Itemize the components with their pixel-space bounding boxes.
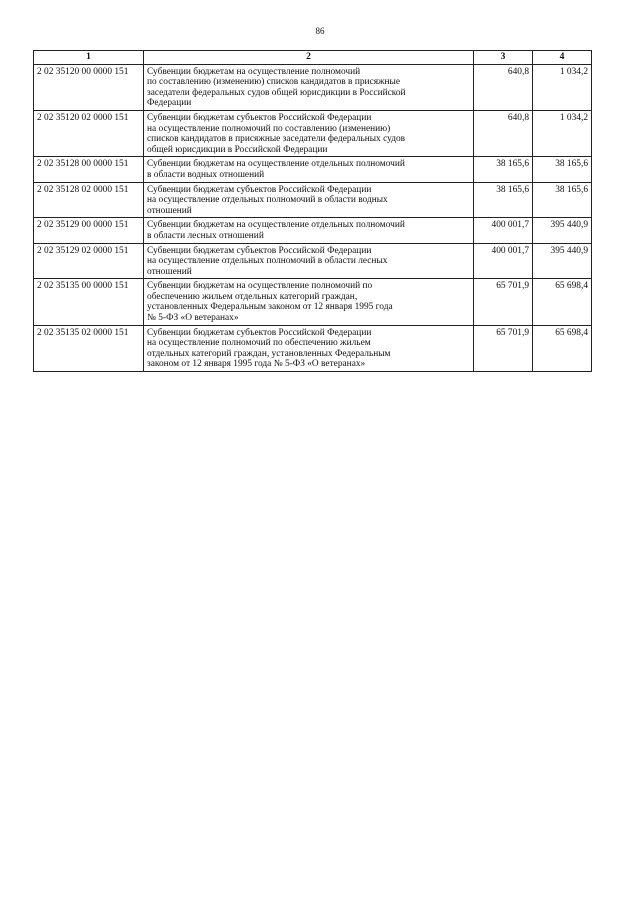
- description-line: общей юрисдикции в Российской Федерации: [147, 144, 328, 155]
- description-line: Субвенции бюджетам субъектов Российской Федерации: [147, 184, 372, 195]
- row-value-col3: 400 001,7: [474, 243, 533, 279]
- table-row: [34, 64, 592, 110]
- description-line: заседатели федеральных судов общей юрисдикции в Российской: [147, 87, 406, 98]
- row-description: [144, 110, 474, 156]
- row-description: [144, 218, 474, 243]
- table-row: [34, 279, 592, 325]
- row-value-col3: 38 165,6: [474, 157, 533, 182]
- table-row: [34, 110, 592, 156]
- row-value-col3: 640,8: [474, 64, 533, 110]
- description-line: на осуществление отдельных полномочий в области лесных: [147, 256, 388, 267]
- row-code: 2 02 35128 00 0000 151: [34, 157, 144, 182]
- row-value-col4: 65 698,4: [533, 279, 592, 325]
- row-value-col3: 65 701,9: [474, 279, 533, 325]
- description-line: Субвенции бюджетам субъектов Российской Федерации: [147, 245, 372, 256]
- description-line: отношений: [147, 205, 192, 216]
- row-description: [144, 64, 474, 110]
- row-value-col3: 640,8: [474, 110, 533, 156]
- description-line: обеспечению жильем отдельных категорий граждан,: [147, 291, 358, 302]
- column-header-2: 2: [144, 51, 474, 65]
- row-value-col3: 38 165,6: [474, 182, 533, 218]
- description-line: Субвенции бюджетам субъектов Российской Федерации: [147, 112, 372, 123]
- table-row: [34, 182, 592, 218]
- row-code: 2 02 35120 00 0000 151: [34, 64, 144, 110]
- row-code: 2 02 35128 02 0000 151: [34, 182, 144, 218]
- header-row: [34, 51, 592, 65]
- table-row: [34, 325, 592, 371]
- description-line: по составлению (изменению) списков кандидатов в присяжные: [147, 77, 400, 88]
- description-line: отношений: [147, 266, 192, 277]
- page-number: 86: [315, 26, 325, 36]
- row-description: [144, 182, 474, 218]
- row-description: [144, 279, 474, 325]
- table-body: [34, 64, 592, 371]
- row-code: 2 02 35135 02 0000 151: [34, 325, 144, 371]
- row-code: 2 02 35135 00 0000 151: [34, 279, 144, 325]
- row-description: [144, 157, 474, 182]
- row-code: 2 02 35129 02 0000 151: [34, 243, 144, 279]
- row-value-col4: 395 440,9: [533, 243, 592, 279]
- row-value-col4: 395 440,9: [533, 218, 592, 243]
- description-line: Федерации: [147, 98, 192, 109]
- description-line: № 5-ФЗ «О ветеранах»: [147, 313, 239, 324]
- row-value-col4: 38 165,6: [533, 157, 592, 182]
- description-line: законом от 12 января 1995 года № 5-ФЗ «О ветеранах»: [147, 359, 366, 370]
- row-value-col4: 65 698,4: [533, 325, 592, 371]
- description-line: в области лесных отношений: [147, 230, 264, 241]
- description-line: на осуществление полномочий по обеспечению жильем: [147, 338, 371, 349]
- description-line: Субвенции бюджетам субъектов Российской Федерации: [147, 327, 372, 338]
- column-header-3: 3: [474, 51, 533, 65]
- column-header-4: 4: [533, 51, 592, 65]
- table-row: [34, 243, 592, 279]
- table-row: [34, 157, 592, 182]
- description-line: списков кандидатов в присяжные заседатели федеральных судов: [147, 134, 406, 145]
- description-line: отдельных категорий граждан, установленных Федеральным: [147, 348, 391, 359]
- row-value-col4: 38 165,6: [533, 182, 592, 218]
- row-value-col3: 65 701,9: [474, 325, 533, 371]
- row-code: 2 02 35120 02 0000 151: [34, 110, 144, 156]
- description-line: на осуществление отдельных полномочий в области водных: [147, 195, 388, 206]
- description-line: Субвенции бюджетам на осуществление полномочий по: [147, 281, 373, 292]
- description-line: установленных Федеральным законом от 12 января 1995 года: [147, 302, 393, 313]
- description-line: Субвенции бюджетам на осуществление полномочий: [147, 66, 361, 77]
- column-header-1: 1: [34, 51, 144, 65]
- table-row: [34, 218, 592, 243]
- description-line: Субвенции бюджетам на осуществление отдельных полномочий: [147, 159, 405, 170]
- row-code: 2 02 35129 00 0000 151: [34, 218, 144, 243]
- row-value-col4: 1 034,2: [533, 110, 592, 156]
- row-description: [144, 243, 474, 279]
- description-line: Субвенции бюджетам на осуществление отдельных полномочий: [147, 220, 405, 231]
- description-line: на осуществление полномочий по составлению (изменению): [147, 123, 391, 134]
- budget-table: [33, 50, 592, 372]
- row-value-col3: 400 001,7: [474, 218, 533, 243]
- description-line: в области водных отношений: [147, 169, 265, 180]
- row-value-col4: 1 034,2: [533, 64, 592, 110]
- row-description: [144, 325, 474, 371]
